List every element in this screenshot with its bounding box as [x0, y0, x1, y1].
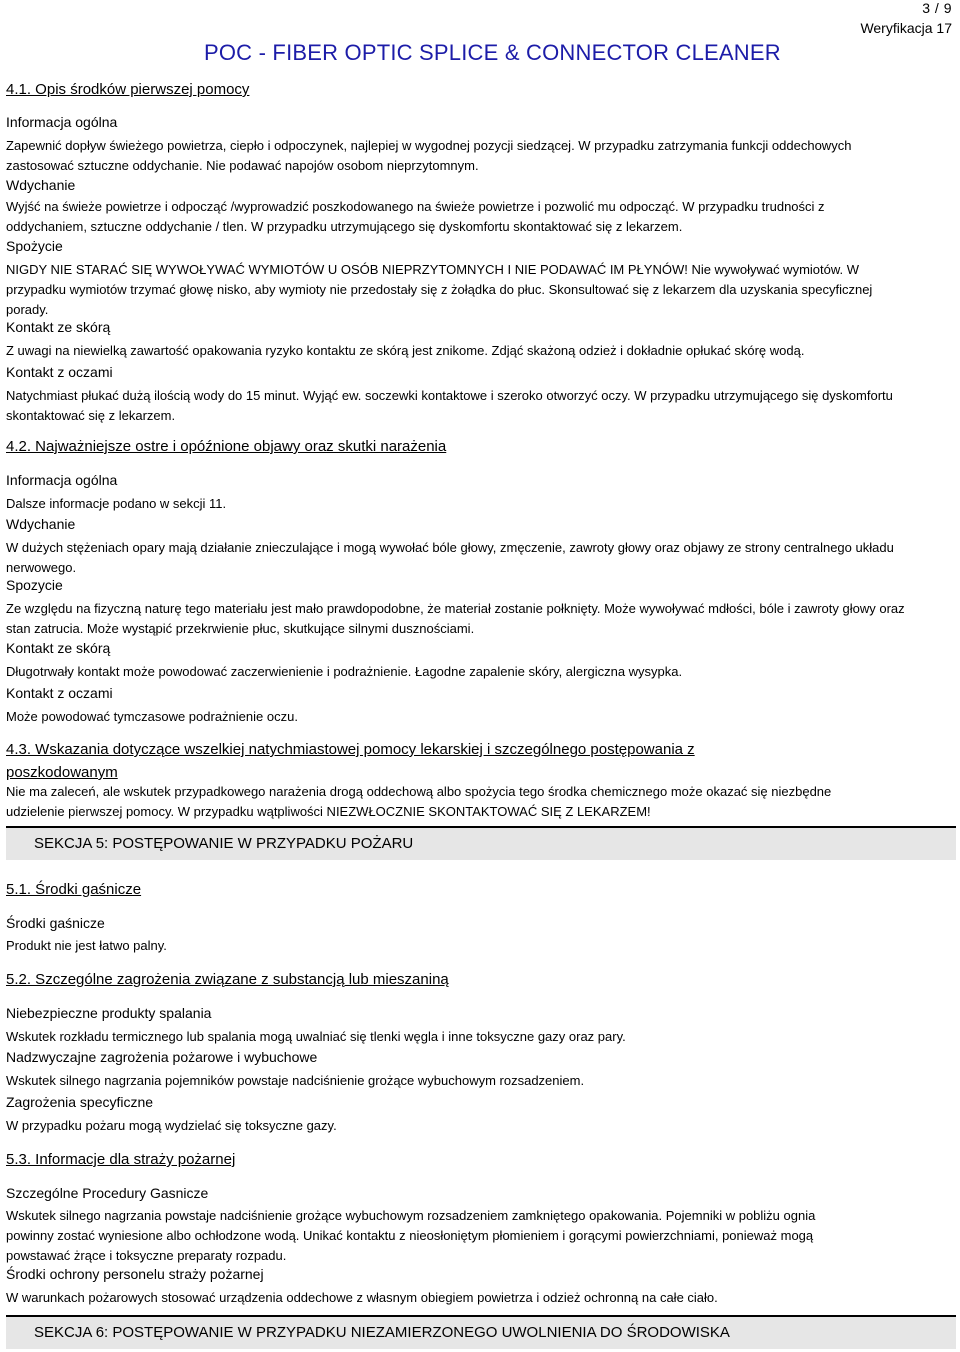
text-eye-contact: Natychmiast płukać dużą ilością wody do 15 minut. Wyjąć ew. soczewki kontaktowe i szeroko otworzyć oczy. W przypadku utrzymującego się dyskomfortu skontaktować się z lekarzem.: [6, 388, 893, 423]
subsection-heading-5-2: 5.2. Szczególne zagrożenia związane z substancją lub mieszaniną: [6, 971, 449, 988]
page-total: 9: [943, 0, 952, 16]
version-label: Weryfikacja 17: [860, 20, 952, 36]
text-eye-contact: Może powodować tymczasowe podrażnienie oczu.: [6, 709, 298, 724]
subsection-heading-5-3: 5.3. Informacje dla straży pożarnej: [6, 1151, 236, 1168]
label-eye-contact: Kontakt z oczami: [6, 685, 113, 701]
page-separator: /: [934, 0, 940, 16]
text-inhalation: W dużych stężeniach opary mają działanie znieczulające i mogą wywołać bóle głowy, zmęczenie, zawroty głowy oraz objawy ze strony centralnego układu nerwowego.: [6, 540, 894, 575]
subsection-heading-4-3: 4.3. Wskazania dotyczące wszelkiej natychmiastowej pomocy lekarskiej i szczególnego postępowania z: [6, 741, 695, 758]
label-general-info: Informacja ogólna: [6, 114, 118, 130]
subsection-heading-4-1: 4.1. Opis środków pierwszej pomocy: [6, 81, 250, 98]
page-current: 3: [922, 0, 931, 16]
label-skin-contact: Kontakt ze skórą: [6, 640, 111, 656]
label-specific-hazards: Zagrożenia specyficzne: [6, 1094, 154, 1110]
section-6-bar: [6, 1315, 956, 1349]
section-6-title: SEKCJA 6: POSTĘPOWANIE W PRZYPADKU NIEZAMIERZONEGO UWOLNIENIA DO ŚRODOWISKA: [34, 1324, 730, 1341]
product-title: POC - FIBER OPTIC SPLICE & CONNECTOR CLEANER: [204, 40, 781, 65]
label-combustion-products: Niebezpieczne produkty spalania: [6, 1005, 212, 1021]
text-extinguishing-media: Produkt nie jest łatwo palny.: [6, 938, 167, 953]
label-extinguishing-media: Środki gaśnicze: [6, 915, 105, 931]
text-firefighter-protection: W warunkach pożarowych stosować urządzenia oddechowe z własnym obiegiem powietrza i odzież ochronną na całe ciało.: [6, 1290, 718, 1305]
label-eye-contact: Kontakt z oczami: [6, 364, 113, 380]
page-number: [922, 0, 952, 16]
text-ingestion: NIGDY NIE STARAĆ SIĘ WYWOŁYWAĆ WYMIOTÓW U OSÓB NIEPRZYTOMNYCH I NIE PODAWAĆ IM PŁYNÓW! Nie wywoływać wymiotów. W przypadku wymiotów trzymać głowę nisko, aby wymioty nie przedostały się z żołądka do płuc. Skonsultować się z lekarzem dla uzyskania specyficznej porady.: [6, 262, 873, 317]
subsection-heading-5-1: 5.1. Środki gaśnicze: [6, 881, 142, 898]
section-5-bar: [6, 826, 956, 860]
subsection-heading-4-2: 4.2. Najważniejsze ostre i opóźnione objawy oraz skutki narażenia: [6, 438, 447, 455]
label-firefighter-protection: Środki ochrony personelu straży pożarnej: [6, 1266, 264, 1282]
label-unusual-hazards: Nadzwyczajne zagrożenia pożarowe i wybuchowe: [6, 1049, 318, 1065]
text-medical-attention: Nie ma zaleceń, ale wskutek przypadkowego narażenia drogą oddechową albo spożycia tego środka chemicznego może okazać się niezbędne udzielenie pierwszej pomocy. W przypadku wątpliwości NIEZWŁOCZNIE SKONTAKTOWAĆ SIĘ Z LEKARZEM!: [6, 784, 832, 819]
text-combustion-products: Wskutek rozkładu termicznego lub spalania mogą uwalniać się tlenki węgla i inne toksyczne gazy oraz pary.: [6, 1029, 626, 1044]
text-inhalation: Wyjść na świeże powietrze i odpocząć /wyprowadzić poszkodowanego na świeże powietrze i pozwolić mu odpocząć. W przypadku trudności z oddychaniem, sztuczne oddychanie / tlen. W przypadku utrzymującego się dyskomfortu skontaktować się z lekarzem.: [6, 199, 825, 234]
label-inhalation: Wdychanie: [6, 177, 76, 193]
text-skin-contact: Długotrwały kontakt może powodować zaczerwienienie i podrażnienie. Łagodne zapalenie skóry, alergiczna wysypka.: [6, 664, 683, 679]
text-specific-hazards: W przypadku pożaru mogą wydzielać się toksyczne gazy.: [6, 1118, 337, 1133]
label-firefighting-procedures: Szczególne Procedury Gasnicze: [6, 1185, 209, 1201]
label-ingestion: Spożycie: [6, 238, 63, 254]
text-skin-contact: Z uwagi na niewielką zawartość opakowania ryzyko kontaktu ze skórą jest znikome. Zdjąć skażoną odzież i dokładnie opłukać skórę wodą.: [6, 343, 805, 358]
label-ingestion: Spozycie: [6, 577, 63, 593]
text-firefighting-procedures: Wskutek silnego nagrzania powstaje nadciśnienie grożące wybuchowym rozsadzeniem zamkniętego opakowania. Pojemniki w pobliżu ognia powinny zostać wyniesione albo ochłodzone wodą. Unikać kontaktu z nieosłoniętym płomieniem i gorącymi powierzchniami, ponieważ mogą powstawać żrące i toksyczne preparaty rozpadu.: [6, 1208, 816, 1263]
text-general-info: Dalsze informacje podano w sekcji 11.: [6, 496, 227, 511]
label-general-info: Informacja ogólna: [6, 472, 118, 488]
text-ingestion: Ze względu na fizyczną naturę tego materiału jest mało prawdopodobne, że materiał zostanie połknięty. Może wywoływać mdłości, bóle i zawroty głowy oraz stan zatrucia. Może wystąpić przekrwienie płuc, skutkujące silnymi dusznościami.: [6, 601, 905, 636]
subsection-heading-4-3-cont: poszkodowanym: [6, 764, 118, 781]
section-5-title: SEKCJA 5: POSTĘPOWANIE W PRZYPADKU POŻARU: [34, 835, 414, 852]
label-skin-contact: Kontakt ze skórą: [6, 319, 111, 335]
text-unusual-hazards: Wskutek silnego nagrzania pojemników powstaje nadciśnienie grożące wybuchowym rozsadzeniem.: [6, 1073, 585, 1088]
text-general-info: Zapewnić dopływ świeżego powietrza, ciepło i odpoczynek, najlepiej w wygodnej pozycji siedzącej. W przypadku zatrzymania funkcji oddechowych zastosować sztuczne oddychanie. Nie podawać napojów osobom nieprzytomnym.: [6, 138, 852, 173]
label-inhalation: Wdychanie: [6, 516, 76, 532]
